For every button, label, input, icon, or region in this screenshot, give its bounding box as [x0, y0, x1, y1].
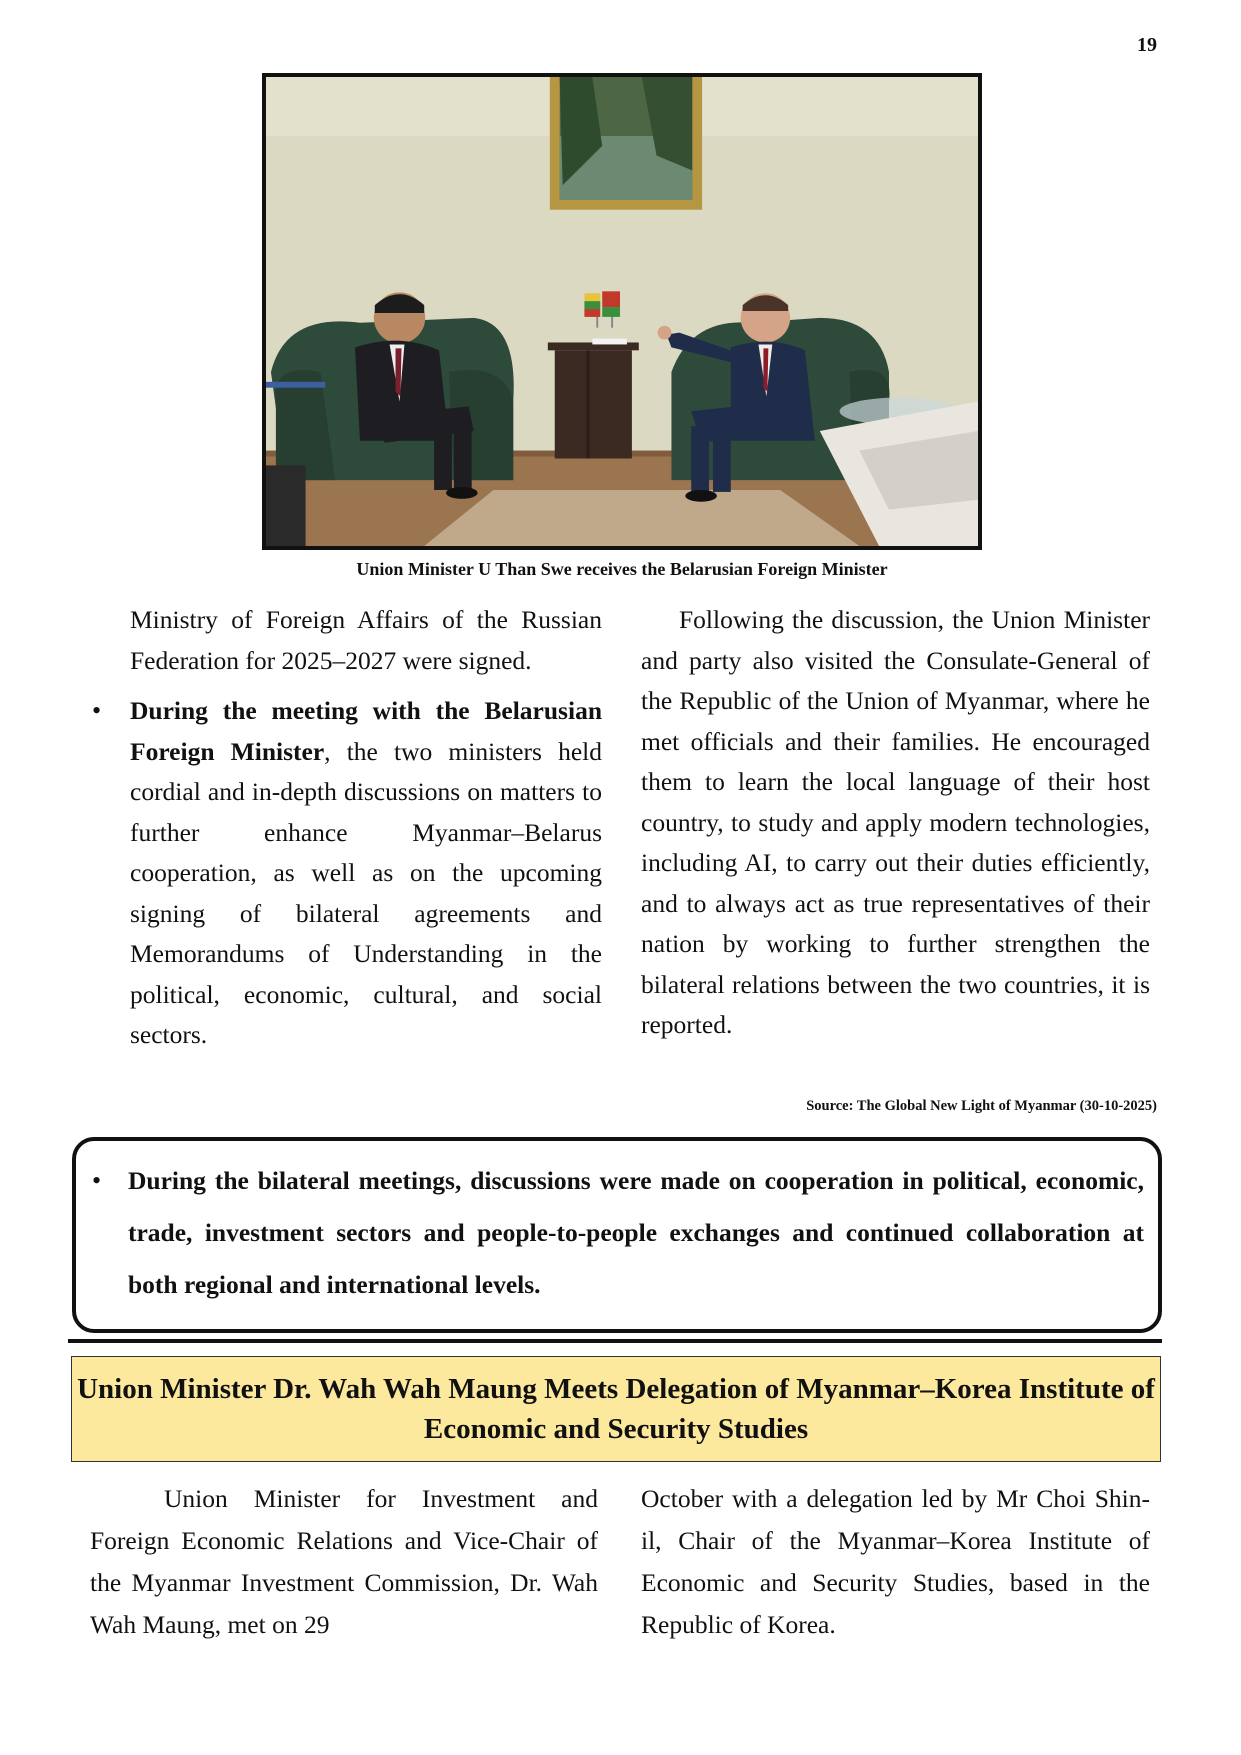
- article2-headline: Union Minister Dr. Wah Wah Maung Meets Delegation of Myanmar–Korea Institute of Economic and Security Studies: [71, 1356, 1161, 1462]
- section-divider: [68, 1339, 1162, 1343]
- article2-left-paragraph: Union Minister for Investment and Foreign Economic Relations and Vice-Chair of the Myanmar Investment Commission, Dr. Wah Wah Maung, met on 29: [90, 1484, 598, 1639]
- article2-left-column: [90, 1478, 598, 1646]
- article1-right-column: [641, 600, 1150, 1046]
- bullet-bold-lead: During the meeting with the Belarusian Foreign Minister: [130, 696, 602, 766]
- bullet-body: , the two ministers held cordial and in-depth discussions on matters to further enhance Myanmar–Belarus cooperation, as well as on the upcoming signing of bilateral agreements and Memorandums of Understanding in the political, economic, cultural, and social sectors.: [130, 736, 602, 1049]
- bullet-icon: •: [92, 696, 102, 725]
- meeting-photo: [262, 73, 982, 550]
- meeting-photo-illustration: [266, 77, 978, 546]
- article2-right-paragraph: October with a delegation led by Mr Choi Shin-il, Chair of the Myanmar–Korea Institute of Economic and Security Studies, based in the Republic of Korea.: [641, 1484, 1150, 1639]
- photo-caption: Union Minister U Than Swe receives the Belarusian Foreign Minister: [356, 559, 888, 579]
- page-number: 19: [1137, 34, 1157, 56]
- article1-right-paragraph: Following the discussion, the Union Minister and party also visited the Consulate-General of the Republic of the Union of Myanmar, where he met officials and their families. He encouraged them to learn the local language of their host country, to study and apply modern technologies, including AI, to carry out their duties efficiently, and to always act as true representatives of their nation by working to further strengthen the bilateral relations between the two countries, it is reported.: [641, 605, 1150, 1039]
- article1-left-column: [92, 600, 602, 1056]
- bullet-icon: •: [92, 1166, 102, 1195]
- source-citation: Source: The Global New Light of Myanmar (30-10-2025): [806, 1098, 1157, 1114]
- article1-left-paragraph: Ministry of Foreign Affairs of the Russian Federation for 2025–2027 were signed.: [130, 605, 602, 675]
- highlight-callout-box: [72, 1137, 1162, 1333]
- callout-text: During the bilateral meetings, discussions were made on cooperation in political, economic, trade, investment sectors and people-to-people exchanges and continued collaboration at both regional and international levels.: [128, 1166, 1144, 1299]
- article1-bullet-item: [92, 691, 602, 1056]
- article2-right-column: [641, 1478, 1150, 1646]
